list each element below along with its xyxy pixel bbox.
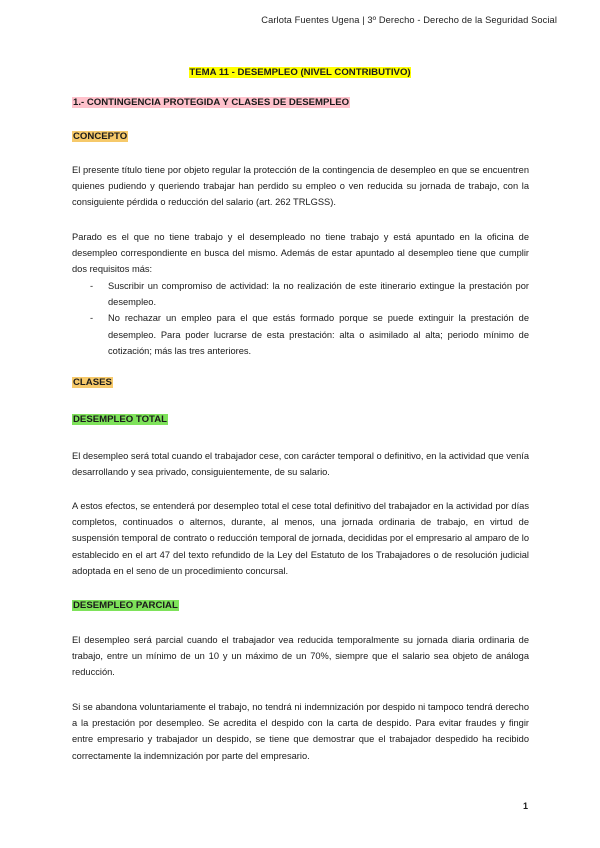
- total-paragraph-2: A estos efectos, se entenderá por desempleo total el cese total definitivo del trabajador en la actividad por días completos, continuados o alternos, durante, al menos, una jornada ordinaria de trabajo, en virtud de suspensión temporal de contrato o reducción temporal de jornada, decididas por el empresario al amparo de lo establecido en el art 47 del texto refundido de la Ley del Estatuto de los Trabajadores o de resolución judicial adoptada en el seno de un procedimiento concursal.: [72, 501, 529, 576]
- document-title-text: TEMA 11 - DESEMPLEO (NIVEL CONTRIBUTIVO): [189, 67, 411, 78]
- running-header: Carlota Fuentes Ugena | 3º Derecho - Derecho de la Seguridad Social: [261, 15, 557, 25]
- concepto-heading: CONCEPTO: [73, 131, 128, 142]
- page-number: 1: [522, 801, 528, 811]
- desempleo-parcial-heading: DESEMPLEO PARCIAL: [73, 600, 178, 611]
- document-title: [0, 67, 600, 78]
- clases-heading: CLASES: [73, 377, 112, 388]
- list-item: [72, 278, 529, 310]
- list-item-text: Suscribir un compromiso de actividad: la no realización de este itinerario extingue la prestación por desempleo.: [108, 281, 529, 308]
- requirements-list: [72, 278, 529, 359]
- list-item-text: No rechazar un empleo para el que estás formado porque se puede extinguir la prestación de desempleo. Para poder lucrarse de esta prestación: alta o asimilado al alta; periodo mínimo de cotización; más las tres anteriores.: [108, 313, 529, 356]
- list-dash: -: [90, 313, 94, 324]
- concepto-paragraph-2: Parado es el que no tiene trabajo y el desempleado no tiene trabajo y está apuntado en la oficina de desempleo correspondiente en busca del mismo. Además de estar apuntado al desempleo tiene que cumplir dos requisitos más:: [72, 232, 529, 275]
- list-dash: -: [90, 281, 94, 291]
- desempleo-total-heading: DESEMPLEO TOTAL: [73, 414, 167, 425]
- parcial-paragraph-2: Si se abandona voluntariamente el trabajo, no tendrá ni indemnización por despido ni tampoco tendrá derecho a la prestación por desempleo. Se acredita el despido con la carta de despido. Para evitar fraudes y fingir entre empresario y trabajador un despido, se tiene que demostrar que el trabajador despedido ha recibido correctamente la indemnización por parte del empresario.: [72, 702, 529, 761]
- parcial-paragraph-1: El desempleo será parcial cuando el trabajador vea reducida temporalmente su jornada diaria ordinaria de trabajo, entre un mínimo de un 10 y un máximo de un 70%, siempre que el salario sea objeto de análoga reducción.: [72, 635, 529, 678]
- list-item: [72, 310, 529, 359]
- section-heading: 1.- CONTINGENCIA PROTEGIDA Y CLASES DE DESEMPLEO: [73, 97, 350, 108]
- total-paragraph-1: El desempleo será total cuando el trabajador cese, con carácter temporal o definitivo, en la actividad que venía desarrollando y sea privado, consiguientemente, de su salario.: [72, 451, 529, 478]
- concepto-paragraph-1: El presente título tiene por objeto regular la protección de la contingencia de desempleo en que se encuentren quienes pudiendo y queriendo trabajar han perdido su empleo o ven reducida su jornada de trabajo, con la consiguiente pérdida o reducción del salario (art. 262 TRLGSS).: [72, 165, 529, 208]
